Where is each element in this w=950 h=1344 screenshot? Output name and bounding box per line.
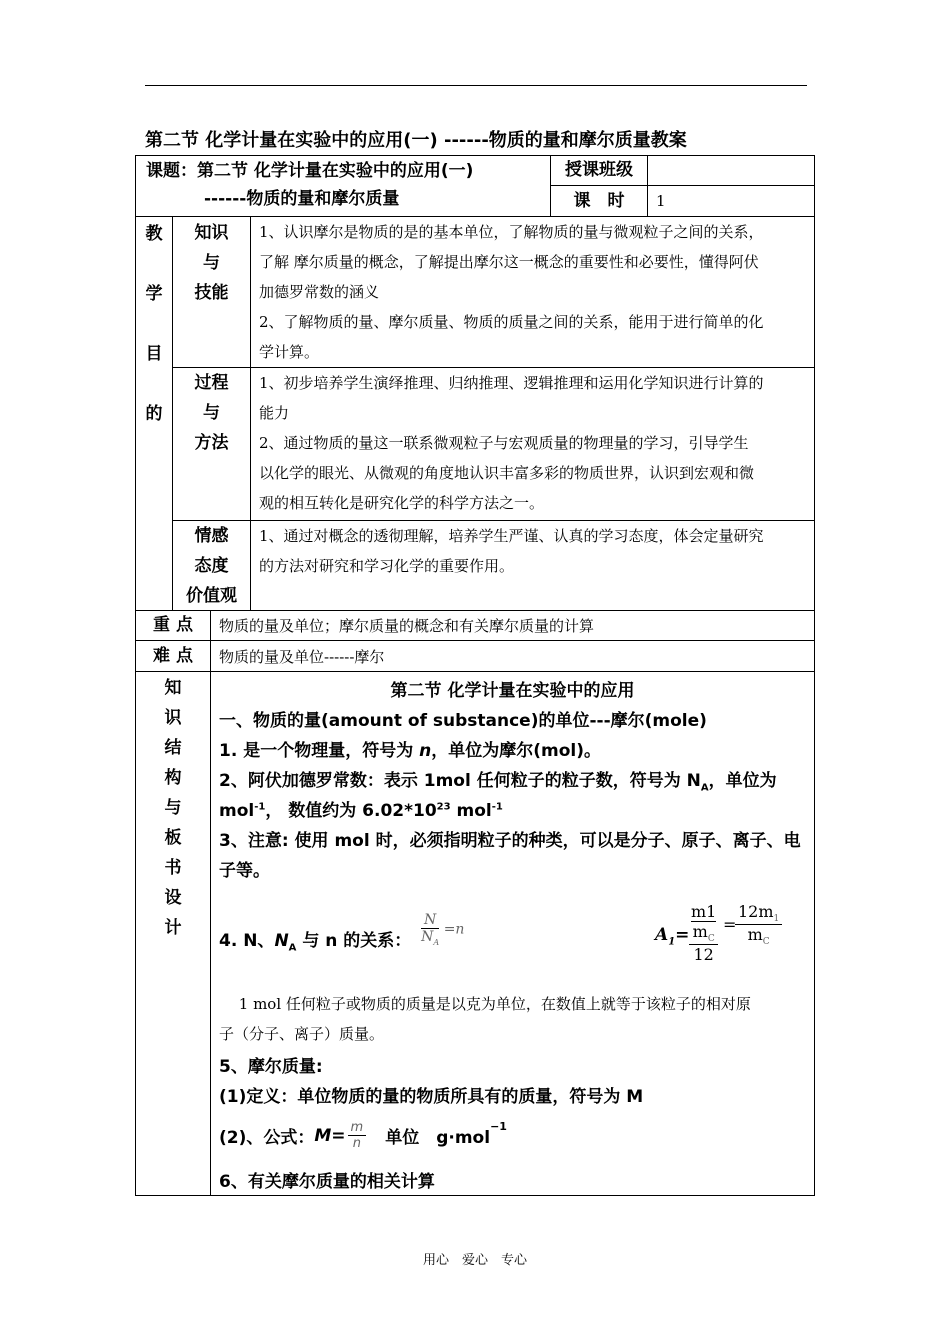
board-point-3-line-2: 子等。 bbox=[219, 861, 270, 881]
objective-knowledge-label-cell bbox=[172, 216, 251, 368]
key-text: 物质的量及单位；摩尔质量的概念和有关摩尔质量的计算 bbox=[219, 617, 595, 635]
board-point-2-line-1: 2、阿伏加德罗常数：表示 1mol 任何粒子的粒子数，符号为 $N_A$，单位为 bbox=[219, 771, 777, 794]
difficult-text-cell bbox=[210, 640, 815, 672]
board-section-1: 一、物质的量(amount of substance)的单位---摩尔(mole) bbox=[219, 711, 707, 731]
formula-a1-simplified: $\frac{12m_1}{m_C}$ bbox=[735, 902, 782, 947]
board-point-5-definition: (1)定义：单位物质的量的物质所具有的质量，符号为 M bbox=[219, 1087, 644, 1107]
board-char: 知 bbox=[164, 678, 182, 698]
objective-label-line: 价值观 bbox=[186, 586, 237, 606]
objective-text-line: 的方法对研究和学习化学的重要作用。 bbox=[259, 557, 515, 575]
hours-label-cell bbox=[550, 185, 648, 217]
document-title: 第二节 化学计量在实验中的应用(一) ------物质的量和摩尔质量教案 bbox=[145, 130, 687, 151]
objectives-char: 教 bbox=[145, 224, 163, 244]
objective-text-line: 了解 摩尔质量的概念，了解提出摩尔这一概念的重要性和必要性，懂得阿伏 bbox=[259, 253, 759, 271]
key-label: 重 点 bbox=[153, 615, 193, 635]
objective-process-label-cell bbox=[172, 367, 251, 521]
board-point-6: 6、有关摩尔质量的相关计算 bbox=[219, 1172, 435, 1192]
board-title: 第二节 化学计量在实验中的应用 bbox=[390, 681, 635, 701]
class-value-cell bbox=[647, 155, 815, 186]
board-point-4-label: 4. N、$N_A$ 与 n 的关系： bbox=[219, 931, 412, 954]
hours-value-cell bbox=[647, 185, 815, 217]
board-char: 与 bbox=[164, 798, 182, 818]
board-note-line-1: 1 mol 任何粒子或物质的质量是以克为单位，在数值上就等于该粒子的相对原 bbox=[219, 995, 751, 1013]
objective-label-line: 过程 bbox=[194, 373, 229, 393]
board-char: 构 bbox=[164, 768, 182, 788]
board-char: 计 bbox=[164, 918, 182, 938]
objective-text-line: 以化学的眼光、从微观的角度地认识丰富多彩的物质世界，认识到宏观和微 bbox=[259, 464, 755, 482]
difficult-label-cell bbox=[135, 640, 211, 672]
objective-label-line: 方法 bbox=[194, 433, 229, 453]
formula-a1-label: $A_1=$ bbox=[655, 925, 690, 948]
board-content-cell bbox=[210, 671, 815, 1196]
board-char: 书 bbox=[164, 858, 182, 878]
formula-n-na: $\frac{N}{N_A}$ =n bbox=[421, 912, 465, 947]
page-footer: 用心 爱心 专心 bbox=[422, 1253, 527, 1268]
board-label-cell bbox=[135, 671, 211, 1196]
board-note-line-2: 子（分子、离子）质量。 bbox=[219, 1025, 385, 1043]
key-text-cell bbox=[210, 610, 815, 641]
objective-label-line: 知识 bbox=[194, 223, 229, 243]
objectives-char: 的 bbox=[145, 404, 163, 424]
board-point-1: 1. 是一个物理量，符号为 n，单位为摩尔(mol)。 bbox=[219, 741, 601, 761]
class-label-cell bbox=[550, 155, 648, 186]
objectives-char: 学 bbox=[145, 284, 163, 304]
objective-text-line: 学计算。 bbox=[259, 343, 320, 361]
board-point-5: 5、摩尔质量: bbox=[219, 1057, 323, 1077]
formula-equals: = bbox=[723, 915, 737, 934]
objective-label-line: 与 bbox=[203, 253, 220, 273]
objective-text-line: 1、初步培养学生演绎推理、归纳推理、逻辑推理和运用化学知识进行计算的 bbox=[259, 374, 764, 392]
formula-a1-fraction: m1 $m_C$ 12 bbox=[691, 902, 717, 965]
topic-cell bbox=[135, 155, 551, 217]
hours-value: 1 bbox=[656, 192, 666, 210]
board-point-2-line-2: mol$^{-1}$， 数值约为 $6.02*10^{23}$ mol$^{-1}$ bbox=[219, 801, 503, 821]
board-char: 结 bbox=[164, 738, 182, 758]
objective-text-line: 加德罗常数的涵义 bbox=[259, 283, 380, 301]
board-point-3-line-1: 3、注意: 使用 mol 时，必须指明粒子的种类，可以是分子、原子、离子、电 bbox=[219, 831, 801, 851]
header-rule bbox=[145, 85, 807, 86]
board-char: 设 bbox=[164, 888, 182, 908]
objective-attitude-text-cell bbox=[250, 520, 815, 611]
objective-text-line: 1、通过对概念的透彻理解，培养学生严谨、认真的学习态度，体会定量研究 bbox=[259, 527, 764, 545]
board-char: 板 bbox=[164, 828, 182, 848]
objective-text-line: 2、通过物质的量这一联系微观粒子与宏观质量的物理量的学习，引导学生 bbox=[259, 434, 749, 452]
board-char: 识 bbox=[164, 708, 182, 728]
key-label-cell bbox=[135, 610, 211, 641]
objective-text-line: 观的相互转化是研究化学的科学方法之一。 bbox=[259, 494, 545, 512]
objective-label-line: 与 bbox=[203, 403, 220, 423]
difficult-label: 难 点 bbox=[153, 646, 193, 666]
objective-text-line: 能力 bbox=[259, 404, 290, 422]
board-point-5-formula: (2)、公式： M = $\frac{m}{n}$ 单位 g·mol $^{-1}$ bbox=[219, 1120, 507, 1151]
objective-knowledge-text-cell bbox=[250, 216, 815, 368]
topic-line-1: 课题：第二节 化学计量在实验中的应用(一) bbox=[146, 161, 474, 181]
objectives-char: 目 bbox=[145, 344, 163, 364]
objective-text-line: 2、了解物质的量、摩尔质量、物质的质量之间的关系，能用于进行简单的化 bbox=[259, 313, 764, 331]
objectives-label-cell bbox=[135, 216, 173, 611]
objective-attitude-label-cell bbox=[172, 520, 251, 611]
objective-label-line: 情感 bbox=[194, 526, 229, 546]
objective-label-line: 技能 bbox=[194, 283, 229, 303]
hours-label: 课 时 bbox=[573, 191, 625, 211]
class-label: 授课班级 bbox=[565, 160, 633, 180]
objective-process-text-cell bbox=[250, 367, 815, 521]
difficult-text: 物质的量及单位------摩尔 bbox=[219, 648, 385, 666]
objective-text-line: 1、认识摩尔是物质的是的基本单位，了解物质的量与微观粒子之间的关系， bbox=[259, 223, 764, 241]
topic-line-2: ------物质的量和摩尔质量 bbox=[204, 189, 400, 209]
objective-label-line: 态度 bbox=[194, 556, 229, 576]
